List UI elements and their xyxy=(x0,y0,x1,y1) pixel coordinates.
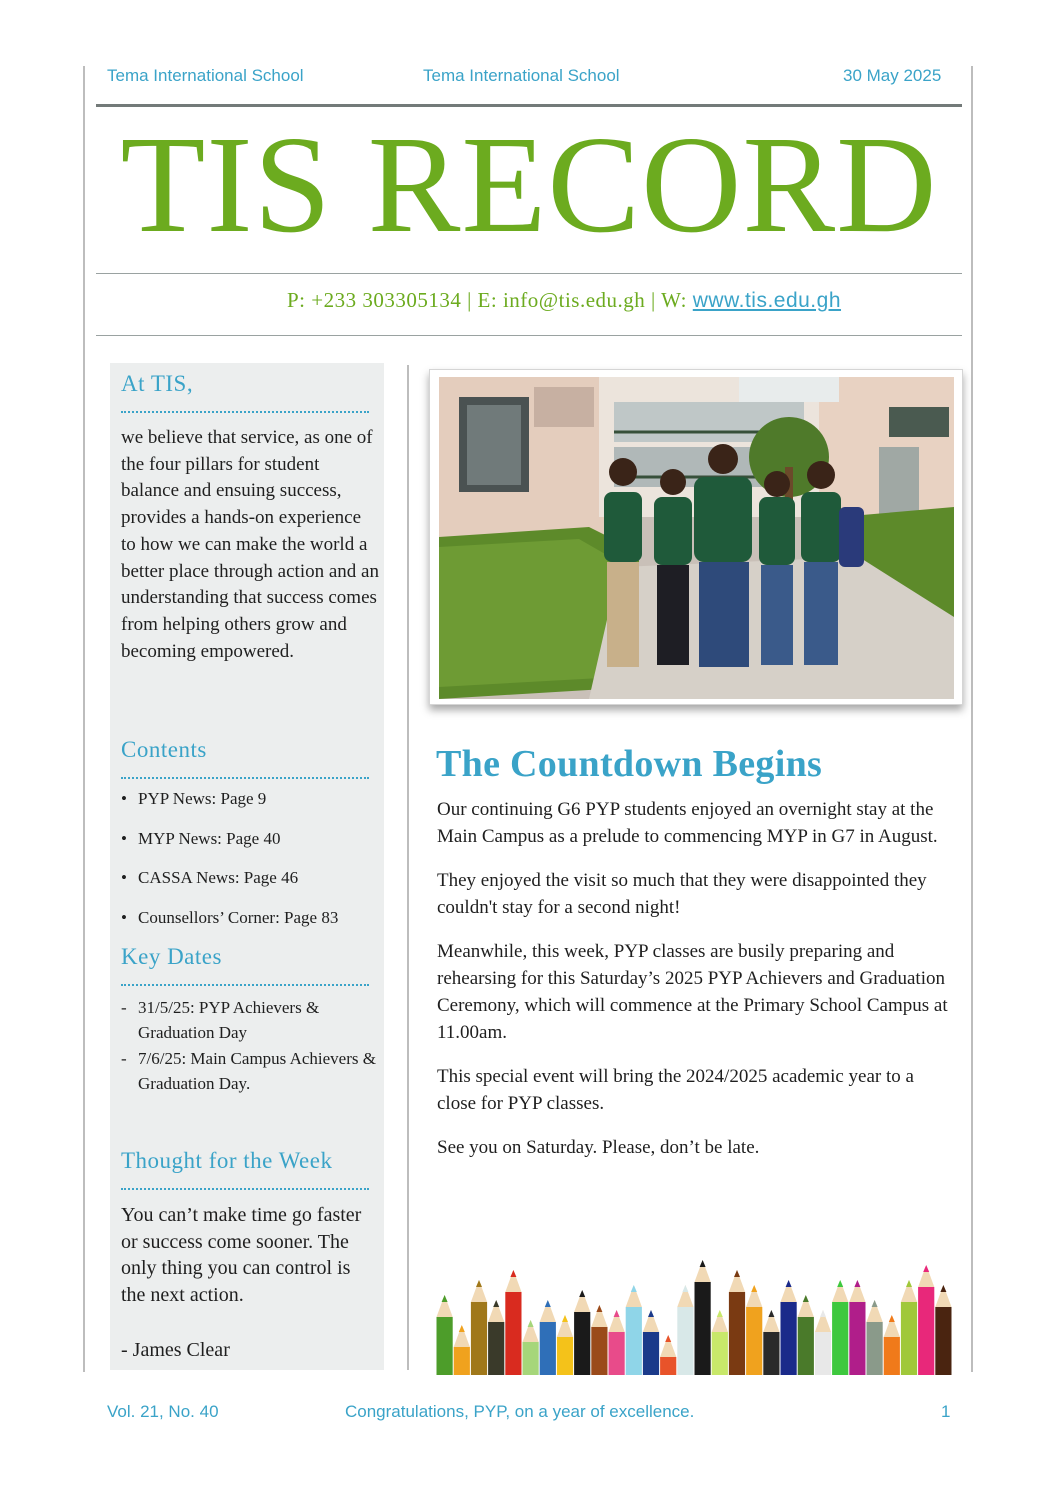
header-school-left: Tema International School xyxy=(107,66,304,85)
contact-line xyxy=(96,288,962,313)
article-paragraph: They enjoyed the visit so much that they were disappointed they couldn't stay for a second night! xyxy=(437,870,927,918)
pencil xyxy=(884,1315,900,1375)
pencil xyxy=(867,1300,883,1375)
sidebar xyxy=(110,363,384,1370)
pencil xyxy=(471,1280,487,1375)
pencil xyxy=(798,1295,814,1375)
pencil xyxy=(591,1305,607,1375)
masthead-title: TIS RECORD xyxy=(120,108,938,262)
pencil xyxy=(918,1265,934,1375)
key-dates-divider xyxy=(121,984,369,986)
column-divider xyxy=(407,365,409,1370)
page-right-border xyxy=(971,66,973,1372)
pencil xyxy=(626,1285,642,1375)
pencil xyxy=(557,1315,573,1375)
key-date-item: - 7/6/25: Main Campus Achievers & Graduation Day. xyxy=(118,1046,380,1096)
key-date-item: - 31/5/25: PYP Achievers & Graduation Day xyxy=(118,995,380,1045)
pencil xyxy=(815,1310,831,1375)
pencil xyxy=(454,1325,470,1375)
pencil xyxy=(609,1310,625,1375)
pencil xyxy=(574,1290,590,1375)
header-date: 30 May 2025 xyxy=(843,66,942,85)
contents-heading: Contents xyxy=(121,737,207,762)
colored-pencils-illustration xyxy=(436,1240,952,1375)
article-paragraph: This special event will bring the 2024/2025 academic year to a close for PYP classes. xyxy=(437,1066,914,1114)
article-paragraph: See you on Saturday. Please, don’t be late. xyxy=(437,1137,760,1158)
masthead-bottom-rule xyxy=(96,273,962,274)
contents-item[interactable]: • Counsellors’ Corner: Page 83 xyxy=(118,908,380,948)
pencil xyxy=(437,1295,453,1375)
key-dates-heading: Key Dates xyxy=(121,944,222,969)
pencil xyxy=(746,1285,762,1375)
pencil xyxy=(660,1335,676,1375)
pencil xyxy=(901,1280,917,1375)
contact-sep-1: | xyxy=(467,288,478,312)
contents-divider xyxy=(121,777,369,779)
pencil xyxy=(729,1270,745,1375)
footer-page-number: 1 xyxy=(941,1402,951,1421)
pencil xyxy=(523,1320,539,1375)
contact-email[interactable]: E: info@tis.edu.gh xyxy=(477,288,646,312)
at-tis-heading: At TIS, xyxy=(121,371,194,396)
pencil xyxy=(488,1300,504,1375)
pencil xyxy=(712,1310,728,1375)
contact-sep-2: | xyxy=(651,288,662,312)
thought-author: - James Clear xyxy=(121,1339,230,1361)
thought-divider xyxy=(121,1188,369,1190)
page-left-border xyxy=(83,66,85,1372)
pencil xyxy=(540,1300,556,1375)
contents-item[interactable]: • PYP News: Page 9 xyxy=(118,789,380,829)
contents-list xyxy=(118,789,380,947)
footer-volume: Vol. 21, No. 40 xyxy=(107,1402,219,1421)
header-school-center: Tema International School xyxy=(423,66,620,85)
thought-quote: You can’t make time go faster or success come sooner. The only thing you can control is the next action. xyxy=(121,1204,362,1306)
thought-heading: Thought for the Week xyxy=(121,1148,333,1173)
article-title: The Countdown Begins xyxy=(436,743,823,785)
pencil xyxy=(935,1285,951,1375)
pencil xyxy=(643,1310,659,1375)
key-dates-list xyxy=(118,995,380,1096)
pencil xyxy=(695,1260,711,1375)
contact-bottom-rule xyxy=(96,335,962,336)
masthead-top-rule xyxy=(96,104,962,107)
article-paragraph: Meanwhile, this week, PYP classes are busily preparing and rehearsing for this Saturday’s 2025 PYP Achievers and Graduation Ceremony, which will commence at the Primary School Campus at 11.00am. xyxy=(437,941,948,1043)
pencil xyxy=(781,1280,797,1375)
at-tis-divider xyxy=(121,411,369,413)
pencil xyxy=(677,1285,693,1375)
at-tis-text: we believe that service, as one of the four pillars for student balance and ensuing success, provides a hands-on experience to how we can make the world a better place through action and an understanding that success comes from helping others grow and becoming empowered. xyxy=(121,427,379,662)
pencil xyxy=(849,1280,865,1375)
pencil xyxy=(763,1310,779,1375)
article-body xyxy=(437,796,957,1178)
students-photo xyxy=(439,377,954,699)
contents-item[interactable]: • CASSA News: Page 46 xyxy=(118,868,380,908)
footer-message: Congratulations, PYP, on a year of excellence. xyxy=(345,1402,695,1421)
photo-frame xyxy=(429,369,963,705)
contact-website-link[interactable]: www.tis.edu.gh xyxy=(692,289,842,312)
article-paragraph: Our continuing G6 PYP students enjoyed an overnight stay at the Main Campus as a prelude to commencing MYP in G7 in August. xyxy=(437,799,938,847)
contents-item[interactable]: • MYP News: Page 40 xyxy=(118,829,380,869)
contact-web-label: W: xyxy=(661,288,688,312)
contact-phone: P: +233 303305134 xyxy=(286,288,462,312)
pencil xyxy=(832,1280,848,1375)
pencil xyxy=(505,1270,521,1375)
